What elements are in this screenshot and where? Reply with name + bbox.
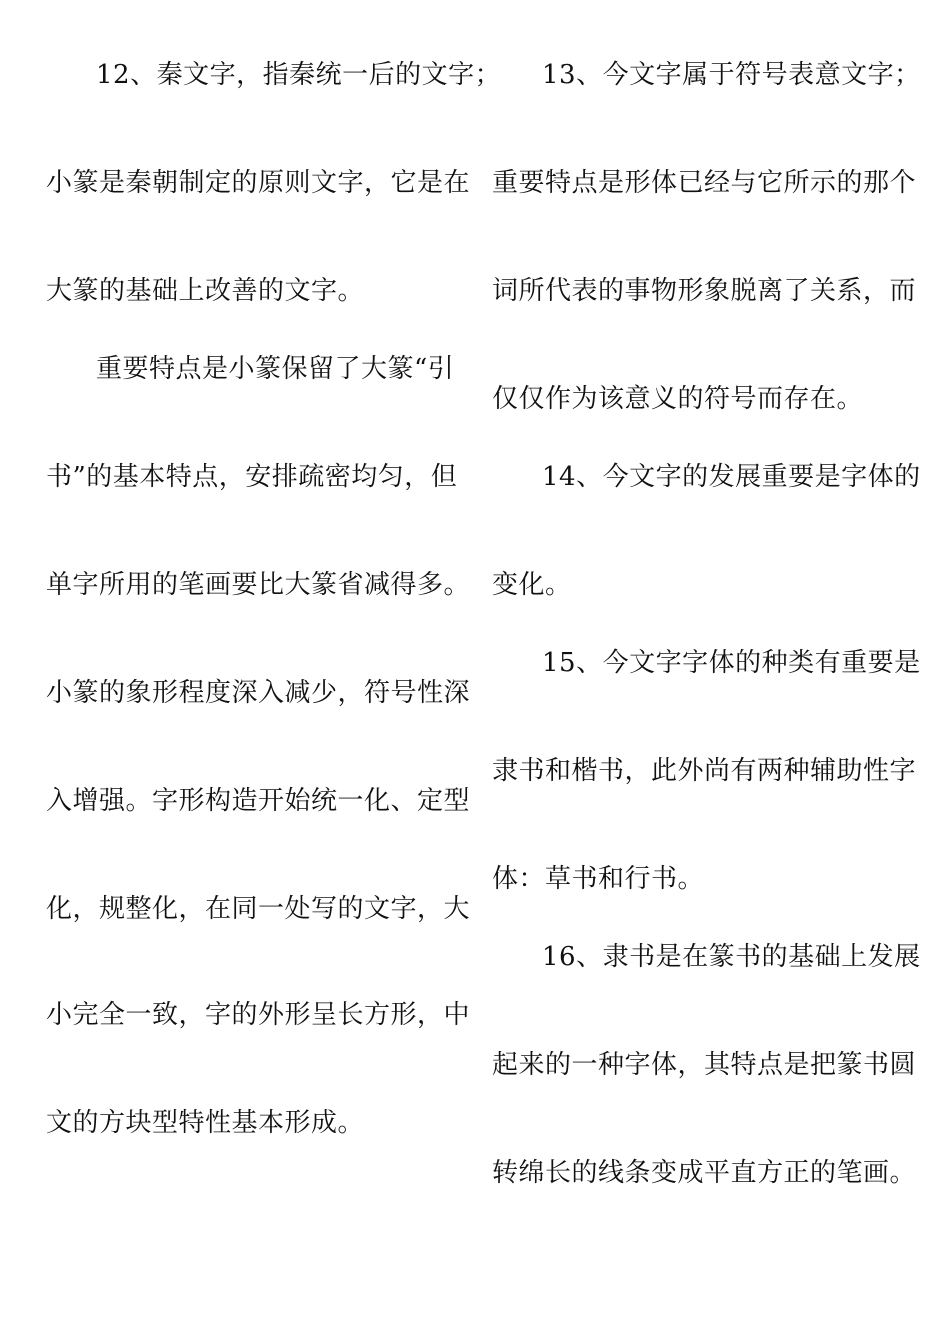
paragraph-15-line-3: 体：草书和行书。 [492, 864, 705, 894]
paragraph-12b-line-6: 化，规整化，在同一处写的文字，大 [46, 894, 471, 924]
paragraph-12b-line-2: 书”的基本特点，安排疏密均匀，但 [46, 462, 458, 492]
paragraph-13-line-4: 仅仅作为该意义的符号而存在。 [492, 384, 864, 414]
paragraph-16-line-1: 16、隶书是在篆书的基础上发展 [542, 942, 921, 972]
paragraph-14-line-1: 14、今文字的发展重要是字体的 [542, 462, 921, 492]
paragraph-15-line-1: 15、今文字字体的种类有重要是 [542, 648, 921, 678]
paragraph-12b-line-7: 小完全一致，字的外形呈长方形，中 [46, 1000, 471, 1030]
paragraph-16-line-2: 起来的一种字体，其特点是把篆书圆 [492, 1050, 917, 1080]
paragraph-12b-line-3: 单字所用的笔画要比大篆省减得多。 [46, 570, 471, 600]
paragraph-12-line-3: 大篆的基础上改善的文字。 [46, 276, 365, 306]
paragraph-12b-line-1: 重要特点是小篆保留了大篆“引 [96, 354, 455, 384]
paragraph-12b-line-8: 文的方块型特性基本形成。 [46, 1108, 365, 1138]
paragraph-13-line-2: 重要特点是形体已经与它所示的那个 [492, 168, 917, 198]
paragraph-12b-line-5: 入增强。字形构造开始统一化、定型 [46, 786, 471, 816]
paragraph-12-line-2: 小篆是秦朝制定的原则文字，它是在 [46, 168, 471, 198]
paragraph-13-line-3: 词所代表的事物形象脱离了关系，而 [492, 276, 917, 306]
paragraph-15-line-2: 隶书和楷书，此外尚有两种辅助性字 [492, 756, 917, 786]
paragraph-14-line-2: 变化。 [492, 570, 572, 600]
paragraph-16-line-3: 转绵长的线条变成平直方正的笔画。 [492, 1158, 917, 1188]
paragraph-12-line-1: 12、秦文字，指秦统一后的文字； [96, 60, 502, 90]
paragraph-12b-line-4: 小篆的象形程度深入减少，符号性深 [46, 678, 471, 708]
paragraph-13-line-1: 13、今文字属于符号表意文字； [542, 60, 921, 90]
